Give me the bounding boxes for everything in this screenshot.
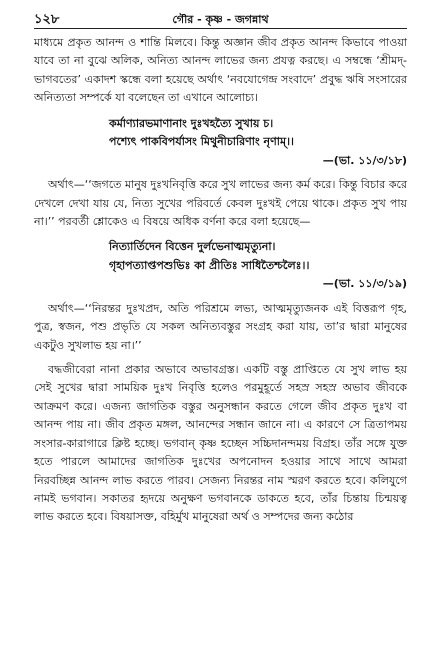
page-body (34, 34, 407, 527)
running-title: গৌর - কৃষ্ণ - জগন্নাথ (172, 13, 269, 26)
page-number: ১২৮ (34, 12, 60, 27)
verse-1-line-1: কর্মাণ্যারভমাণানাং দুঃখহত্যৈ সুখায় চ। (109, 116, 274, 130)
verse-2-line-1: নিত্যার্তিদেন বিত্তেন দুর্লভেনাত্মমৃত্যুনা। (109, 240, 276, 254)
verse-1-reference: —(ভা. ১১/৩/১৮) (322, 153, 407, 167)
paragraph-meaning-1: অর্থাৎ—‘‘জগতে মানুষ দুঃখনিবৃত্তি করে সুখ লাভের জন্য কর্ম করে। কিন্তু বিচার করে দেখলে দেখা যায় যে, নিত্য সুখের পরিবর্তে কেবল দুঃখই পেয়ে থাকে। প্রকৃত সুখ পায় না।’’ পরবর্তী শ্লোকেও এ বিষয়ে অধিক বর্ণনা করে বলা হয়েছে— (34, 178, 407, 228)
paragraph-meaning-2: অর্থাৎ—‘‘নিরন্তর দুঃখপ্রদ, অতি পরিশ্রমে লভ্য, আত্মমৃত্যুজনক এই বিত্তরূপ গৃহ, পুত্র, স্বজন, পশু প্রভৃতি যে সকল অনিত্যবস্তুর সংগ্রহ করা যায়, তা’র দ্বারা মানুষের একটুও সুখলাভ হয় না।’’ (34, 301, 407, 352)
verse-1-line-2: পশ্যেৎ পাকবিপর্যাসং মিথুনীচারিণাং নৃণাম্।। (109, 135, 294, 149)
page-header (34, 10, 407, 29)
paragraph-main: বদ্ধজীবেরা নানা প্রকার অভাবে অভাবগ্রস্ত। একটি বস্তু প্রাপ্তিতে যে সুখ লাভ হয় সেই সুখের দ্বারা সাময়িক দুঃখ নিবৃত্তি হলেও পরমুহূর্তে সহস্র সহস্র অভাব জীবকে আক্রমণ করে। এজন্য জাগতিক বস্তুর অনুসন্ধান করতে গেলে জীব প্রকৃত দুঃখ বা আনন্দ পায় না। জীব প্রকৃত মঙ্গল, আনন্দের সন্ধান জানে না। এ কারণে সে ত্রিতাপময় সংসার-কারাগারে ক্লিষ্ট হচ্ছে। ভগবান্ কৃষ্ণ হচ্ছেন সচ্চিদানন্দময় বিগ্রহ। তাঁর সঙ্গে যুক্ত হতে পারলে আমাদের জাগতিক দুঃখের অপনোদন হওয়ার সাথে সাথে আমরা নিরবচ্ছিন্ন আনন্দ লাভ করতে পারব। সেজন্য নিরন্তর নাম স্মরণ করতে হবে। কলিযুগে নামই ভগবান। সকাতর হৃদয়ে অনুক্ষণ ভগবানকে ডাকতে হবে, তাঁর চিন্তায় চিন্ময়ত্ব লাভ করতে হবে। বিষয়াসক্ত, বহির্মুখ মানুষেরা অর্থ ও সম্পদের জন্য কঠোর (34, 363, 407, 524)
verse-2-line-2: গৃহাপত্যাপ্তপশুভিঃ কা প্রীতিঃ সাধিতৈশ্চলৈঃ।। (109, 258, 310, 272)
paragraph-intro: মাধ্যমে প্রকৃত আনন্দ ও শান্তি মিলবে। কিন্তু অজ্ঞান জীব প্রকৃত আনন্দ কিভাবে পাওয়া যাবে তা না বুঝে অলিক, অনিত্য আনন্দ লাভের জন্য প্রযত্ন করছে। এ সম্বন্ধে ‘শ্রীমদ্-ভাগবতের’ একাদশ স্কন্ধে বলা হয়েছে অর্থাৎ ‘নবযোগেন্দ্র সংবাদে’ প্রবুদ্ধ ঋষি সংসারের অনিত্যতা সম্পর্কে যা বলেছেন তা এখানে আলোচ্য। (34, 36, 407, 105)
verse-2-reference: —(ভা. ১১/৩/১৯) (322, 277, 407, 291)
